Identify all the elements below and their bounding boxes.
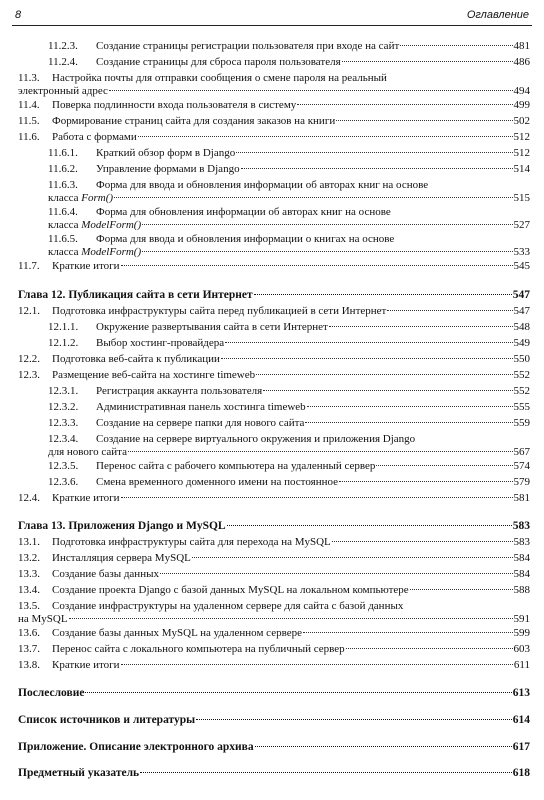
toc-entry-title: Создание базы данных bbox=[52, 568, 159, 580]
dot-leader bbox=[221, 358, 513, 359]
toc-entry-page: 574 bbox=[513, 460, 530, 472]
dot-leader bbox=[336, 120, 512, 121]
toc-entry-title: Управление формами в Django bbox=[96, 163, 240, 175]
toc-entry-text bbox=[48, 192, 113, 205]
dot-leader bbox=[255, 746, 512, 747]
toc-entry-line bbox=[18, 260, 530, 273]
toc-entry-line bbox=[48, 337, 530, 350]
toc-entry-line bbox=[18, 85, 530, 98]
toc-entry-line bbox=[18, 643, 530, 656]
toc-entry-title: Создание базы данных MySQL на удаленном сервере bbox=[52, 627, 302, 639]
toc-entry-text bbox=[18, 687, 84, 700]
toc-entry-number: 11.3. bbox=[18, 72, 40, 84]
toc-entry-number: 12.3.2. bbox=[48, 401, 79, 413]
toc-entry-title: Краткие итоги bbox=[52, 492, 120, 504]
toc-entry-text bbox=[48, 446, 127, 459]
toc-entry-class-name: ModelForm() bbox=[81, 246, 142, 258]
toc-entry-text bbox=[48, 219, 141, 232]
toc-entry-continuation: класса bbox=[48, 246, 79, 258]
toc-entry-number: 12.3.4. bbox=[48, 433, 79, 445]
toc-entry-text bbox=[18, 767, 139, 780]
dot-leader bbox=[297, 104, 512, 105]
toc-entry-page: 603 bbox=[513, 643, 530, 655]
toc-entry-page: 512 bbox=[513, 147, 530, 159]
toc-entry-line bbox=[18, 115, 530, 128]
toc-entry-line bbox=[48, 192, 530, 205]
toc-entry-page: 502 bbox=[513, 115, 530, 127]
toc-entry-number: 13.3. bbox=[18, 568, 40, 580]
toc-entry-title: Формирование страниц сайта для создания заказов на книги bbox=[52, 115, 336, 127]
toc-entry-line bbox=[18, 552, 530, 565]
toc-entry-title: Создание инфраструктуры на удаленном сервере для сайта с базой данных bbox=[52, 600, 404, 612]
toc-entry-number: 13.7. bbox=[18, 643, 40, 655]
toc-entry-page: 614 bbox=[512, 714, 530, 726]
toc-entry-text bbox=[18, 659, 120, 672]
toc-entry-text bbox=[18, 115, 335, 128]
dot-leader bbox=[225, 342, 512, 343]
toc-entry-number: 12.4. bbox=[18, 492, 40, 504]
toc-entry-text bbox=[18, 613, 68, 626]
dot-leader bbox=[121, 497, 513, 498]
toc-entry-number: 13.2. bbox=[18, 552, 40, 564]
dot-leader bbox=[160, 573, 513, 574]
toc-entry-number: 13.8. bbox=[18, 659, 40, 671]
toc-entry-line bbox=[48, 385, 530, 398]
toc-entry-title: Перенос сайта с рабочего компьютера на удаленный сервер bbox=[96, 460, 376, 472]
toc-entry-line bbox=[18, 741, 530, 754]
toc-entry-number: 12.1.2. bbox=[48, 337, 79, 349]
dot-leader bbox=[227, 525, 512, 526]
toc-entry-number: 13.4. bbox=[18, 584, 40, 596]
toc-entry-title: Подготовка инфраструктуры сайта для перехода на MySQL bbox=[52, 536, 331, 548]
toc-entry-title: Окружение развертывания сайта в сети Интернет bbox=[96, 321, 328, 333]
dot-leader bbox=[109, 90, 513, 91]
dot-leader bbox=[305, 422, 512, 423]
toc-entry-page: 494 bbox=[513, 85, 530, 97]
toc-entry-title: Создание проекта Django с базой данных MySQL на локальном компьютере bbox=[52, 584, 409, 596]
toc-entry-title: Список источников и литературы bbox=[18, 714, 196, 726]
dot-leader bbox=[140, 772, 512, 773]
toc-entry-page: 481 bbox=[513, 40, 530, 52]
toc-entry-text bbox=[48, 401, 306, 414]
toc-entry-line bbox=[18, 520, 530, 533]
toc-entry-title: Подготовка инфраструктуры сайта перед публикацией в сети Интернет bbox=[52, 305, 387, 317]
toc-entry-page: 547 bbox=[512, 289, 530, 301]
toc-entry-page: 552 bbox=[513, 369, 530, 381]
toc-entry-title: Подготовка веб-сайта к публикации bbox=[52, 353, 220, 365]
dot-leader bbox=[346, 648, 513, 649]
toc-entry-page: 549 bbox=[513, 337, 530, 349]
toc-entry-text bbox=[18, 741, 254, 754]
toc-entry-text bbox=[18, 99, 296, 112]
toc-entry-number: 11.6.4. bbox=[48, 206, 78, 218]
dot-leader bbox=[121, 664, 513, 665]
toc-entry-line bbox=[18, 369, 530, 382]
toc-entry-title: Настройка почты для отправки сообщения о смене пароля на реальный bbox=[52, 72, 387, 84]
toc-entry-page: 548 bbox=[513, 321, 530, 333]
toc-entry-text bbox=[48, 460, 375, 473]
toc-entry-line bbox=[48, 163, 530, 176]
toc-entry-page: 583 bbox=[512, 520, 530, 532]
toc-entry-text bbox=[18, 568, 159, 581]
toc-entry-text bbox=[48, 385, 262, 398]
toc-entry-text bbox=[18, 369, 255, 382]
toc-entry-title: Административная панель хостинга timeweb bbox=[96, 401, 306, 413]
toc-entry-text bbox=[48, 337, 224, 350]
toc-entry-number: 11.6.2. bbox=[48, 163, 78, 175]
toc-entry-title: Размещение веб-сайта на хостинге timeweb bbox=[52, 369, 256, 381]
toc-entry-page: 579 bbox=[513, 476, 530, 488]
toc-entry-title: Форма для обновления информации об авторах книг на основе bbox=[96, 206, 391, 218]
toc-entry-page: 486 bbox=[513, 56, 530, 68]
toc-entry-text bbox=[18, 552, 191, 565]
toc-entry-line bbox=[48, 219, 530, 232]
dot-leader bbox=[196, 719, 512, 720]
dot-leader bbox=[138, 136, 513, 137]
toc-chapter-number: Глава 12. bbox=[18, 289, 66, 301]
toc-chapter-number: Глава 13. bbox=[18, 520, 66, 532]
toc-entry-title: Приложение. Описание электронного архива bbox=[18, 741, 254, 753]
toc-entry-class-name: ModelForm() bbox=[81, 219, 142, 231]
toc-entry-number: 12.3.5. bbox=[48, 460, 79, 472]
toc-entry-text bbox=[48, 246, 141, 259]
toc-entry-title: Приложения Django и MySQL bbox=[68, 520, 226, 532]
dot-leader bbox=[400, 45, 512, 46]
toc-entry-line bbox=[48, 417, 530, 430]
toc-entry-number: 12.3.1. bbox=[48, 385, 79, 397]
toc-entry-continuation: на MySQL bbox=[18, 613, 68, 625]
toc-entry-line bbox=[18, 687, 530, 700]
toc-entry-page: 599 bbox=[513, 627, 530, 639]
toc-entry-line bbox=[18, 568, 530, 581]
dot-leader bbox=[387, 310, 512, 311]
toc-entry-title: Предметный указатель bbox=[18, 767, 140, 779]
toc-entry-page: 559 bbox=[513, 417, 530, 429]
toc-entry-line bbox=[18, 714, 530, 727]
toc-entry-line bbox=[18, 613, 530, 626]
toc-entry-text bbox=[48, 147, 235, 160]
toc-entry-title: Краткие итоги bbox=[52, 659, 120, 671]
toc-entry-line bbox=[18, 99, 530, 112]
toc-entry-number: 11.4. bbox=[18, 99, 40, 111]
toc-entry-line bbox=[48, 321, 530, 334]
toc-entry-title: Форма для ввода и обновления информации об авторах книг на основе bbox=[96, 179, 429, 191]
toc-entry-number: 13.5. bbox=[18, 600, 40, 612]
toc-entry-line bbox=[18, 584, 530, 597]
toc-entry-line bbox=[48, 56, 530, 69]
toc-entry-page: 611 bbox=[513, 659, 530, 671]
toc-entry-line bbox=[18, 492, 530, 505]
toc-entry-number: 11.2.4. bbox=[48, 56, 78, 68]
toc-entry-line bbox=[48, 476, 530, 489]
dot-leader bbox=[410, 589, 513, 590]
toc-entry-title: Форма для ввода и обновления информации о книгах на основе bbox=[96, 233, 395, 245]
toc-entry-number: 13.6. bbox=[18, 627, 40, 639]
toc-entry-page: 588 bbox=[513, 584, 530, 596]
toc-entry-line bbox=[18, 305, 530, 318]
toc-entry-line bbox=[48, 147, 530, 160]
toc-entry-title: Создание на сервере папки для нового сайта bbox=[96, 417, 305, 429]
dot-leader bbox=[256, 374, 512, 375]
dot-leader bbox=[241, 168, 513, 169]
toc-entry-continuation: для нового сайта bbox=[48, 446, 127, 458]
toc-entry-page: 581 bbox=[513, 492, 530, 504]
toc-entry-text bbox=[48, 321, 328, 334]
toc-entry-line bbox=[48, 446, 530, 459]
toc-entry-line bbox=[18, 353, 530, 366]
toc-entry-page: 584 bbox=[513, 552, 530, 564]
toc-entry-page: 613 bbox=[512, 687, 530, 699]
toc-entry-title: Послесловие bbox=[18, 687, 85, 699]
toc-entry-text bbox=[18, 627, 302, 640]
toc-entry-continuation: класса bbox=[48, 219, 79, 231]
dot-leader bbox=[85, 692, 511, 693]
toc-entry-line bbox=[48, 460, 530, 473]
toc-entry-line bbox=[48, 40, 530, 53]
running-title: Оглавление bbox=[466, 9, 529, 21]
dot-leader bbox=[114, 197, 512, 198]
toc-entry-line bbox=[18, 627, 530, 640]
toc-entry-title: Поверка подлинности входа пользователя в систему bbox=[52, 99, 297, 111]
toc-entry-text bbox=[18, 353, 220, 366]
toc-entry-number: 12.1. bbox=[18, 305, 40, 317]
toc-entry-number: 12.3.3. bbox=[48, 417, 79, 429]
dot-leader bbox=[236, 152, 512, 153]
toc-entry-number: 11.5. bbox=[18, 115, 40, 127]
toc-entry-title: Создание на сервере виртуального окружения и приложения Django bbox=[96, 433, 416, 445]
toc-entry-page: 545 bbox=[513, 260, 530, 272]
dot-leader bbox=[263, 390, 512, 391]
toc-entry-number: 11.2.3. bbox=[48, 40, 78, 52]
dot-leader bbox=[376, 465, 512, 466]
dot-leader bbox=[303, 632, 513, 633]
toc-entry-line bbox=[48, 401, 530, 414]
toc-entry-title: Выбор хостинг-провайдера bbox=[96, 337, 225, 349]
toc-entry-line bbox=[18, 536, 530, 549]
toc-entry-title: Инсталляция сервера MySQL bbox=[52, 552, 191, 564]
toc-entry-text bbox=[18, 305, 386, 318]
toc-entry-number: 12.1.1. bbox=[48, 321, 79, 333]
toc-entry-page: 617 bbox=[512, 741, 530, 753]
toc-entry-text bbox=[48, 417, 304, 430]
toc-entry-text bbox=[18, 289, 253, 302]
toc-entry-text bbox=[18, 492, 120, 505]
toc-entry-text bbox=[18, 520, 226, 533]
toc-entry-title: Перенос сайта с локального компьютера на публичный сервер bbox=[52, 643, 345, 655]
dot-leader bbox=[342, 61, 513, 62]
toc-entry-number: 11.7. bbox=[18, 260, 40, 272]
toc-entry-text bbox=[48, 476, 338, 489]
toc-entry-text bbox=[18, 584, 409, 597]
toc-entry-line bbox=[18, 289, 530, 302]
dot-leader bbox=[307, 406, 513, 407]
toc-entry-text bbox=[48, 163, 240, 176]
toc-entry-page: 512 bbox=[513, 131, 530, 143]
toc-entry-page: 499 bbox=[513, 99, 530, 111]
toc-entry-title: Публикация сайта в сети Интернет bbox=[68, 289, 253, 301]
dot-leader bbox=[142, 251, 512, 252]
toc-entry-continuation: электронный адрес bbox=[18, 85, 108, 97]
toc-entry-page: 533 bbox=[513, 246, 530, 258]
dot-leader bbox=[121, 265, 513, 266]
toc-entry-text bbox=[18, 131, 137, 144]
toc-entry-page: 527 bbox=[513, 219, 530, 231]
toc-entry-page: 567 bbox=[513, 446, 530, 458]
toc-entry-page: 550 bbox=[513, 353, 530, 365]
toc-entry-title: Краткие итоги bbox=[52, 260, 120, 272]
toc-entry-number: 12.3.6. bbox=[48, 476, 79, 488]
toc-entry-line bbox=[48, 246, 530, 259]
toc-entry-line bbox=[18, 131, 530, 144]
toc-entry-number: 12.2. bbox=[18, 353, 40, 365]
toc-entry-page: 555 bbox=[513, 401, 530, 413]
toc-entry-number: 12.3. bbox=[18, 369, 40, 381]
dot-leader bbox=[142, 224, 512, 225]
toc-entry-title: Создание страницы регистрации пользователя при входе на сайт bbox=[96, 40, 400, 52]
toc-entry-title: Работа с формами bbox=[52, 131, 137, 143]
toc-entry-continuation: класса bbox=[48, 192, 79, 204]
toc-entry-number: 11.6.1. bbox=[48, 147, 78, 159]
toc-entry-number: 13.1. bbox=[18, 536, 40, 548]
toc-entry-page: 591 bbox=[513, 613, 530, 625]
dot-leader bbox=[329, 326, 513, 327]
toc-entry-text bbox=[18, 643, 345, 656]
toc-entry-line bbox=[18, 767, 530, 780]
toc-entry-text bbox=[48, 40, 399, 53]
toc-entry-title: Смена временного доменного имени на постоянное bbox=[96, 476, 338, 488]
toc-entry-text bbox=[18, 85, 108, 98]
toc-entry-line bbox=[18, 659, 530, 672]
toc-entry-page: 514 bbox=[513, 163, 530, 175]
toc-entry-number: 11.6. bbox=[18, 131, 40, 143]
dot-leader bbox=[339, 481, 513, 482]
page-number: 8 bbox=[15, 9, 22, 21]
toc-entry-number: 11.6.5. bbox=[48, 233, 78, 245]
toc-entry-title: Краткий обзор форм в Django bbox=[96, 147, 236, 159]
toc-entry-page: 515 bbox=[513, 192, 530, 204]
toc-entry-text bbox=[18, 260, 120, 273]
dot-leader bbox=[254, 294, 512, 295]
dot-leader bbox=[128, 451, 513, 452]
toc-entry-class-name: Form() bbox=[81, 192, 114, 204]
toc-entry-page: 552 bbox=[513, 385, 530, 397]
toc-entry-page: 547 bbox=[513, 305, 530, 317]
toc-entry-page: 618 bbox=[512, 767, 530, 779]
toc-entry-text bbox=[18, 714, 195, 727]
toc-entry-title: Регистрация аккаунта пользователя bbox=[96, 385, 263, 397]
toc-entry-title: Создание страницы для сброса пароля пользователя bbox=[96, 56, 341, 68]
dot-leader bbox=[69, 618, 513, 619]
toc-entry-page: 583 bbox=[513, 536, 530, 548]
dot-leader bbox=[332, 541, 513, 542]
toc-entry-text bbox=[48, 56, 341, 69]
toc-entry-page: 584 bbox=[513, 568, 530, 580]
toc-entry-text bbox=[18, 536, 331, 549]
dot-leader bbox=[192, 557, 513, 558]
toc-entry-number: 11.6.3. bbox=[48, 179, 78, 191]
